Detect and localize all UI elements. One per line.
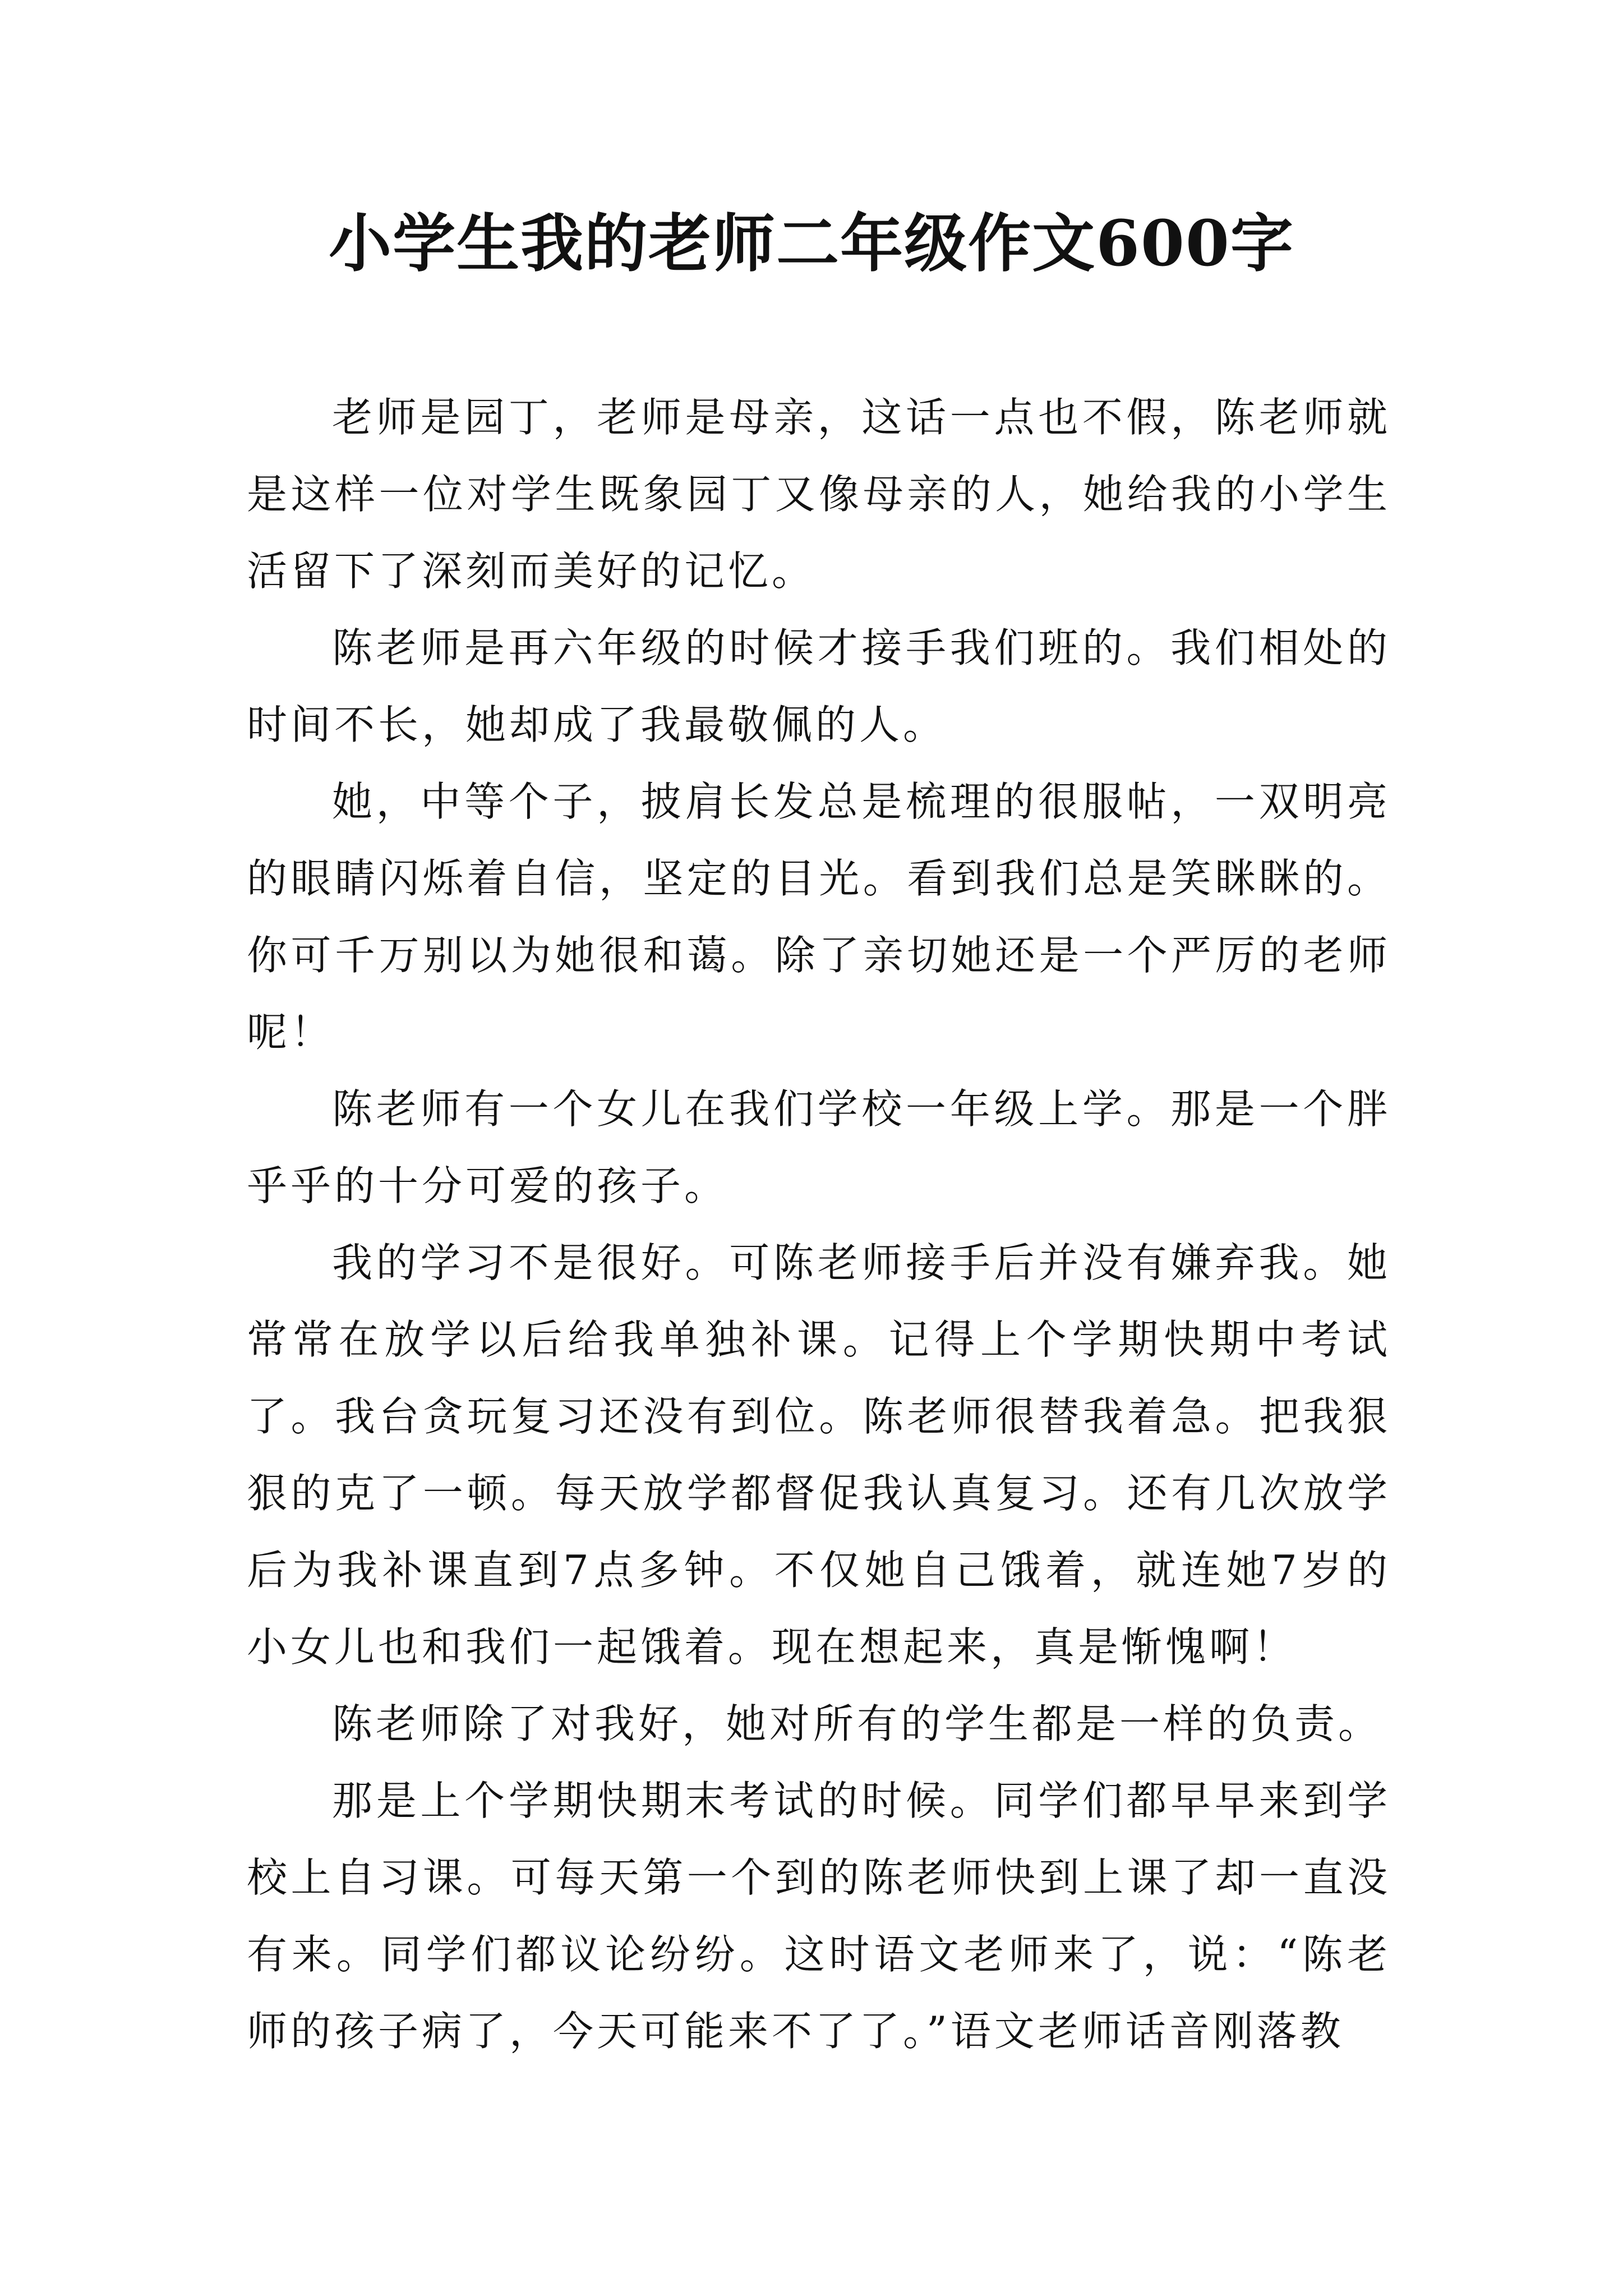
paragraph-7: 那是上个学期快期末考试的时候。同学们都早早来到学校上自习课。可每天第一个到的陈老师快到上课了却一直没有来。同学们都议论纷纷。这时语文老师来了，说：“陈老师的孩子病了，今天可能来不了了。”语文老师话音刚落教 — [247, 1777, 1391, 2055]
paragraph-3: 她，中等个子，披肩长发总是梳理的很服帖，一双明亮的眼睛闪烁着自信，坚定的目光。看到我们总是笑眯眯的。你可千万别以为她很和蔼。除了亲切她还是一个严厉的老师呢！ — [247, 778, 1391, 1056]
paragraph-4: 陈老师有一个女儿在我们学校一年级上学。那是一个胖乎乎的十分可爱的孩子。 — [247, 1085, 1391, 1209]
document-title: 小学生我的老师二年级作文600字 — [329, 207, 1294, 280]
paragraph-2: 陈老师是再六年级的时候才接手我们班的。我们相处的时间不长，她却成了我最敬佩的人。 — [247, 624, 1391, 748]
paragraph-6: 陈老师除了对我好，她对所有的学生都是一样的负责。 — [332, 1700, 1382, 1747]
document-body — [247, 379, 1391, 2070]
paragraph-1: 老师是园丁，老师是母亲，这话一点也不假，陈老师就是这样一位对学生既象园丁又像母亲的人，她给我的小学生活留下了深刻而美好的记忆。 — [247, 394, 1391, 595]
paragraph-5: 我的学习不是很好。可陈老师接手后并没有嫌弃我。她常常在放学以后给我单独补课。记得上个学期快期中考试了。我台贪玩复习还没有到位。陈老师很替我着急。把我狠狠的克了一顿。每天放学都督促我认真复习。还有几次放学后为我补课直到7点多钟。不仅她自己饿着，就连她7岁的小女儿也和我们一起饿着。现在想起来，真是惭愧啊！ — [247, 1239, 1391, 1671]
